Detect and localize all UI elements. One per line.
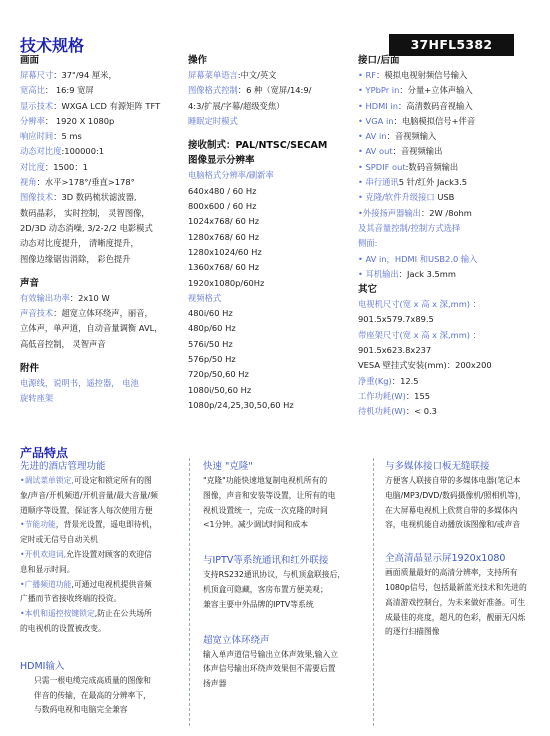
- feature-line: "克隆"功能快速地复制电视机所有的: [203, 476, 328, 485]
- pc-format-list: [188, 184, 348, 291]
- interface-row: [358, 99, 548, 114]
- feature-line: 伴音的传输，在最高的分辨率下，: [34, 690, 151, 700]
- spec-value: ：155: [405, 390, 431, 401]
- spec-label: 声音技术: [20, 308, 54, 319]
- spec-value: 5 针/红外 Jack3.5: [398, 177, 468, 188]
- screen-spec-row: [20, 114, 185, 129]
- screen-spec-row: [20, 144, 185, 159]
- resolution-heading: 图像显示分辨率: [188, 155, 255, 167]
- page-title: 技术规格: [20, 36, 85, 55]
- feature-line: 电脑/MP3/DVD/数码摄像机/照相机等)，: [385, 490, 526, 500]
- screen-spec-row: [20, 236, 185, 251]
- spec-label: • RF: [358, 70, 377, 80]
- spec-value: ：5 ms: [53, 131, 82, 142]
- spec-value: ：3D 数码梳状滤波器,: [53, 192, 137, 203]
- screen-spec-row: [20, 221, 185, 236]
- spec-label: 视角: [20, 177, 37, 188]
- sound-spec-list: [20, 291, 185, 352]
- feature-bullet: •节能功能: [20, 520, 56, 530]
- spec-value: ：1500：1: [44, 161, 88, 172]
- sound-heading: 声音: [20, 277, 40, 289]
- operation-spec-row: [188, 83, 348, 98]
- spec-label: 动态对比度: [20, 146, 62, 157]
- features-title: 产品特点: [20, 446, 69, 460]
- spec-label: •外接扬声器输出: [358, 207, 421, 218]
- interface-row: [358, 206, 548, 221]
- feature-line: [20, 474, 185, 489]
- feature-line: 兼容主要中外品牌的IPTV等系统: [203, 599, 314, 609]
- feature-line: 成最佳的亮度，超凡的色彩，靓丽无闪烁: [385, 612, 526, 622]
- feature-text: 可设定和锁定所有的图: [73, 476, 152, 485]
- spec-value: ： 16:9 宽屏: [44, 85, 94, 96]
- surround-body: [203, 648, 371, 692]
- fullhd-body: [385, 566, 545, 640]
- spec-value: ：模拟电视射频信号输入: [376, 70, 468, 80]
- interfaces-list: [358, 68, 548, 282]
- spec-value: 立体声，单声道，自动音量调衡 AVL，: [20, 323, 163, 334]
- interface-row: [358, 221, 548, 236]
- screen-heading: 画面: [20, 55, 40, 66]
- spec-value: ：2x10 W: [69, 292, 110, 303]
- spec-label: 带座架尺寸(宽 x 高 x 深,mm) ：: [358, 329, 481, 340]
- spec-label: 有效输出功率: [20, 292, 70, 303]
- spec-value: :100000:1: [61, 146, 105, 157]
- interface-row: [358, 68, 548, 83]
- feature-text: 广播而节省接收终端的投资。: [20, 594, 122, 604]
- feature-line: [20, 489, 185, 504]
- video-format-row: 576p/50 Hz: [188, 354, 236, 365]
- spec-label: 工作功耗(W): [358, 390, 406, 401]
- sound-spec-row: [20, 321, 185, 336]
- spec-value: ：电脑模拟信号+伴音: [393, 115, 476, 126]
- spec-value: ：WXGA LCD 有源矩阵 TFT: [53, 100, 161, 111]
- feature-text: ，背景光设置，遥电即待机，: [55, 520, 158, 530]
- spec-label: 侧面:: [358, 238, 378, 249]
- spec-column-2: [188, 53, 348, 413]
- spec-column-3: [358, 53, 548, 420]
- spec-label: 电视机尺寸(宽 x 高 x 深,mm) ：: [358, 299, 481, 310]
- other-spec-row: [358, 328, 548, 343]
- feature-column-1: [20, 459, 185, 718]
- feature-line: [20, 592, 185, 607]
- feature-line: <1分钟。减少调试时间和成本: [203, 520, 309, 530]
- interfaces-heading: 接口/后面: [358, 55, 400, 66]
- feature-line: 方便客人联接自带的多媒体电器(笔记本: [385, 476, 521, 485]
- pc-format-row: 1024x768/ 60 Hz: [188, 216, 260, 227]
- spec-value: 数码晶彩， 实时控制， 灵智图像，: [20, 207, 150, 218]
- spec-value: :中文/英文: [237, 70, 277, 80]
- feature-text: ,防止在公共场所: [94, 609, 152, 619]
- spec-label: 宽高比: [20, 85, 45, 96]
- pc-format-row: 640x480 / 60 Hz: [188, 185, 257, 196]
- feature-line: [20, 548, 185, 563]
- feature-text: 的电视机的设置被改变。: [20, 623, 106, 633]
- interface-row: [358, 190, 548, 205]
- feature-line: 画面质量最好的高清分辨率，支持所有: [385, 568, 518, 578]
- pc-format-row: 1280x768/ 60 Hz: [188, 231, 260, 242]
- hotel-management-title: 先进的酒店管理功能: [20, 461, 106, 472]
- spec-value: ：12.5: [391, 375, 419, 386]
- pc-format-row: 1920x1080p/60Hz: [188, 277, 265, 288]
- video-format-row: 480p/60 Hz: [188, 323, 236, 334]
- feature-bullet: •广播频道功能: [20, 579, 72, 589]
- spec-value: 901.5x579.7x89.5: [358, 314, 434, 325]
- feature-column-3: [385, 459, 545, 640]
- screen-spec-row: [20, 68, 185, 83]
- model-badge: 37HFL5382: [389, 34, 514, 56]
- pc-format-row: 1280x1024/60 Hz: [188, 246, 262, 257]
- feature-line: 机顶盒可隐藏，客房布置方便美观；: [203, 584, 328, 594]
- feature-column-2: [203, 459, 371, 692]
- surround-title: 超宽立体环绕声: [203, 634, 270, 646]
- pc-format-row: 1360x768/ 60 Hz: [188, 262, 260, 273]
- spec-value: 高低音控制， 灵智声音: [20, 338, 106, 349]
- other-spec-row: [358, 358, 548, 373]
- feature-line: [20, 578, 185, 593]
- spec-label: • AV in，HDMI 和USB2.0 输入: [358, 253, 478, 264]
- feature-bullet: •本机和遥控按键锁定: [20, 609, 95, 619]
- feature-line: [20, 607, 185, 622]
- spec-label: • VGA in: [358, 115, 394, 126]
- spec-value: ：6 种（宽屏/14:9/: [237, 85, 312, 96]
- screen-spec-row: [20, 160, 185, 175]
- spec-value: ：超宽立体环绕声，丽音，: [53, 308, 153, 319]
- operation-spec-row: [188, 68, 348, 83]
- interface-row: [358, 129, 548, 144]
- multimedia-title: 与多媒体接口板无缝联接: [385, 461, 490, 472]
- video-format-list: [188, 306, 348, 413]
- spec-value: USB: [434, 192, 455, 203]
- feature-line: [20, 504, 185, 519]
- spec-value: ：高清数码音视输入: [397, 100, 473, 111]
- spec-value: ： 1920 X 1080p: [44, 115, 115, 126]
- column-divider: [373, 458, 374, 726]
- column-divider: [189, 458, 190, 726]
- feature-line: [20, 533, 185, 548]
- spec-value: 4:3/扩展/字幕/超级变焦）: [188, 100, 285, 111]
- screen-spec-row: [20, 175, 185, 190]
- spec-label: 及其音量控制/控制方式选择: [358, 222, 461, 233]
- accessory-row: 旋转座架: [20, 393, 54, 404]
- feature-bullet: •调试菜单锁定,: [20, 476, 74, 485]
- spec-value: :数码音频输出: [405, 161, 459, 172]
- video-format-heading: 视频格式: [188, 292, 222, 303]
- spec-label: 屏幕尺寸: [20, 70, 54, 80]
- sound-spec-row: [20, 337, 185, 352]
- screen-spec-row: [20, 83, 185, 98]
- spec-value: ：< 0.3: [405, 406, 437, 417]
- spec-label: 分辨率: [20, 115, 45, 126]
- other-spec-row: [358, 343, 548, 358]
- other-spec-row: [358, 297, 548, 312]
- spec-label: • AV out: [358, 146, 393, 157]
- feature-line: 与数码电视和电脑完全兼容: [34, 705, 128, 715]
- accessories-list: [20, 376, 185, 407]
- hdmi-body: [20, 674, 185, 718]
- spec-label: • SPDIF out: [358, 161, 406, 172]
- feature-line: [20, 518, 185, 533]
- video-format-row: 720p/50,60 Hz: [188, 369, 249, 380]
- feature-line: 只需一根电缆完成高质量的图像和: [34, 675, 151, 685]
- other-spec-row: [358, 374, 548, 389]
- feature-text: 息和显示时间。: [20, 564, 75, 574]
- spec-column-1: [20, 53, 185, 407]
- feature-line: [20, 622, 185, 637]
- video-format-row: 1080i/50,60 Hz: [188, 384, 252, 395]
- interface-row: [358, 252, 548, 267]
- spec-value: ：音视频输入: [386, 131, 437, 142]
- sound-spec-row: [20, 306, 185, 321]
- interface-row: [358, 160, 548, 175]
- spec-value: VESA 壁挂式安装(mm)：200x200: [358, 360, 492, 371]
- operation-spec-row: [188, 114, 348, 129]
- spec-label: 显示技术: [20, 100, 54, 111]
- feature-line: 高清游戏控制台，为未来做好准备。可生: [385, 597, 526, 607]
- spec-value: 901.5x623.8x237: [358, 345, 432, 356]
- feature-bullet: •开机欢迎词,: [20, 549, 67, 559]
- iptv-title: 与IPTV等系统通讯和红外联接: [203, 555, 329, 567]
- hotel-management-body: [20, 474, 185, 637]
- spec-value: 动态对比度提升， 清晰度提升，: [20, 238, 139, 249]
- feature-line: 在大屏幕电视机上欣赏自带的多媒体内: [385, 505, 518, 515]
- other-spec-row: [358, 404, 548, 419]
- spec-value: 图像边缘锯齿消除， 彩色提升: [20, 253, 131, 264]
- spec-label: • HDMI in: [358, 100, 398, 111]
- pc-format-heading: 电脑格式分辨率/刷新率: [188, 170, 274, 181]
- spec-value: ：Jack 3.5mm: [398, 268, 456, 279]
- hdmi-title: HDMI输入: [20, 660, 65, 672]
- spec-label: 图像格式控制: [188, 85, 238, 96]
- feature-line: 图像，声音和安装等设置，让所有的电: [203, 490, 336, 500]
- spec-label: • 串行通讯: [358, 177, 399, 188]
- feature-text: ,可通过电视机提供音频: [71, 579, 152, 589]
- spec-value: ：音视频输出: [392, 146, 443, 157]
- spec-label: 屏幕菜单语言: [188, 70, 238, 80]
- spec-label: • AV in: [358, 131, 387, 142]
- feature-line: 支持RS232通讯协议，与机顶盒联接后，: [203, 570, 346, 580]
- other-spec-row: [358, 389, 548, 404]
- accessories-heading: 附件: [20, 363, 40, 375]
- interface-row: [358, 114, 548, 129]
- spec-label: 睡眠定时模式: [188, 115, 238, 126]
- screen-spec-row: [20, 252, 185, 267]
- feature-text: 定时或无信号自动关机: [20, 535, 98, 545]
- spec-label: • YPbPr in: [358, 85, 400, 96]
- spec-label: • 耳机输出: [358, 268, 399, 279]
- reception-system: 接收制式：PAL/NTSC/SECAM: [188, 140, 328, 152]
- feature-line: 视机设置统一，完成一次克隆的时间: [203, 505, 328, 515]
- spec-label: 对比度: [20, 161, 45, 172]
- feature-line: 容，电视机能自动播放该图像和/或声音: [385, 520, 521, 530]
- other-spec-row: [358, 312, 548, 327]
- other-spec-list: [358, 297, 548, 419]
- operation-spec-row: [188, 99, 348, 114]
- operation-heading: 操作: [188, 55, 208, 66]
- interface-row: [358, 175, 548, 190]
- interface-row: [358, 144, 548, 159]
- screen-spec-row: [20, 206, 185, 221]
- feature-line: 输入单声道信号输出立体声效果,输入立: [203, 649, 339, 659]
- video-format-row: 480i/60 Hz: [188, 308, 233, 319]
- sound-spec-row: [20, 291, 185, 306]
- multimedia-body: [385, 474, 545, 533]
- screen-spec-row: [20, 99, 185, 114]
- feature-line: [20, 563, 185, 578]
- interface-row: [358, 267, 548, 282]
- clone-body: [203, 474, 371, 533]
- spec-value: 2D/3D 动态消噪, 3/2-2/2 电影模式: [20, 222, 153, 233]
- feature-line: 1080p信号，包括最新蓝光技术和先进的: [385, 582, 527, 592]
- spec-label: 响应时间: [20, 131, 54, 142]
- spec-value: ：分量+立体声输入: [399, 85, 473, 96]
- interface-row: [358, 83, 548, 98]
- iptv-body: [203, 568, 371, 612]
- spec-label: 待机功耗(W): [358, 406, 406, 417]
- video-format-row: 1080p/24,25,30,50,60 Hz: [188, 399, 294, 410]
- feature-line: 扬声器: [203, 679, 227, 689]
- feature-line: 体声信号输出环绕声效果但不需要后置: [203, 664, 336, 674]
- spec-value: ：2W /8ohm: [420, 207, 472, 218]
- spec-label: • 克隆/软件升级接口: [358, 192, 435, 203]
- feature-line: 的逐行扫描图像: [385, 627, 440, 637]
- screen-spec-list: [20, 68, 185, 267]
- screen-spec-row: [20, 190, 185, 205]
- pc-format-row: 800x600 / 60 Hz: [188, 201, 257, 212]
- spec-value: ：37"/94 厘米，: [53, 70, 117, 80]
- video-format-row: 576i/50 Hz: [188, 338, 233, 349]
- feature-text: 象/声音/开机频道/开机音量/最大音量/频: [20, 490, 158, 500]
- fullhd-title: 全高清晶显示屏1920x1080: [385, 553, 506, 565]
- other-heading: 其它: [358, 284, 378, 296]
- screen-spec-row: [20, 129, 185, 144]
- feature-text: 允许设置对顾客的欢迎信: [66, 549, 152, 559]
- spec-value: ：水平>178°/垂直>178°: [36, 177, 135, 188]
- operation-spec-list: [188, 68, 348, 129]
- accessory-row: 电源线，说明书，遥控器， 电池: [20, 378, 139, 389]
- interface-row: [358, 236, 548, 251]
- feature-text: 道顺序等设置，保证客人每次使用方便: [20, 505, 153, 515]
- spec-label: 图像技术: [20, 192, 54, 203]
- spec-label: 净重(Kg): [358, 375, 392, 386]
- clone-title: 快速 "克隆": [203, 461, 253, 472]
